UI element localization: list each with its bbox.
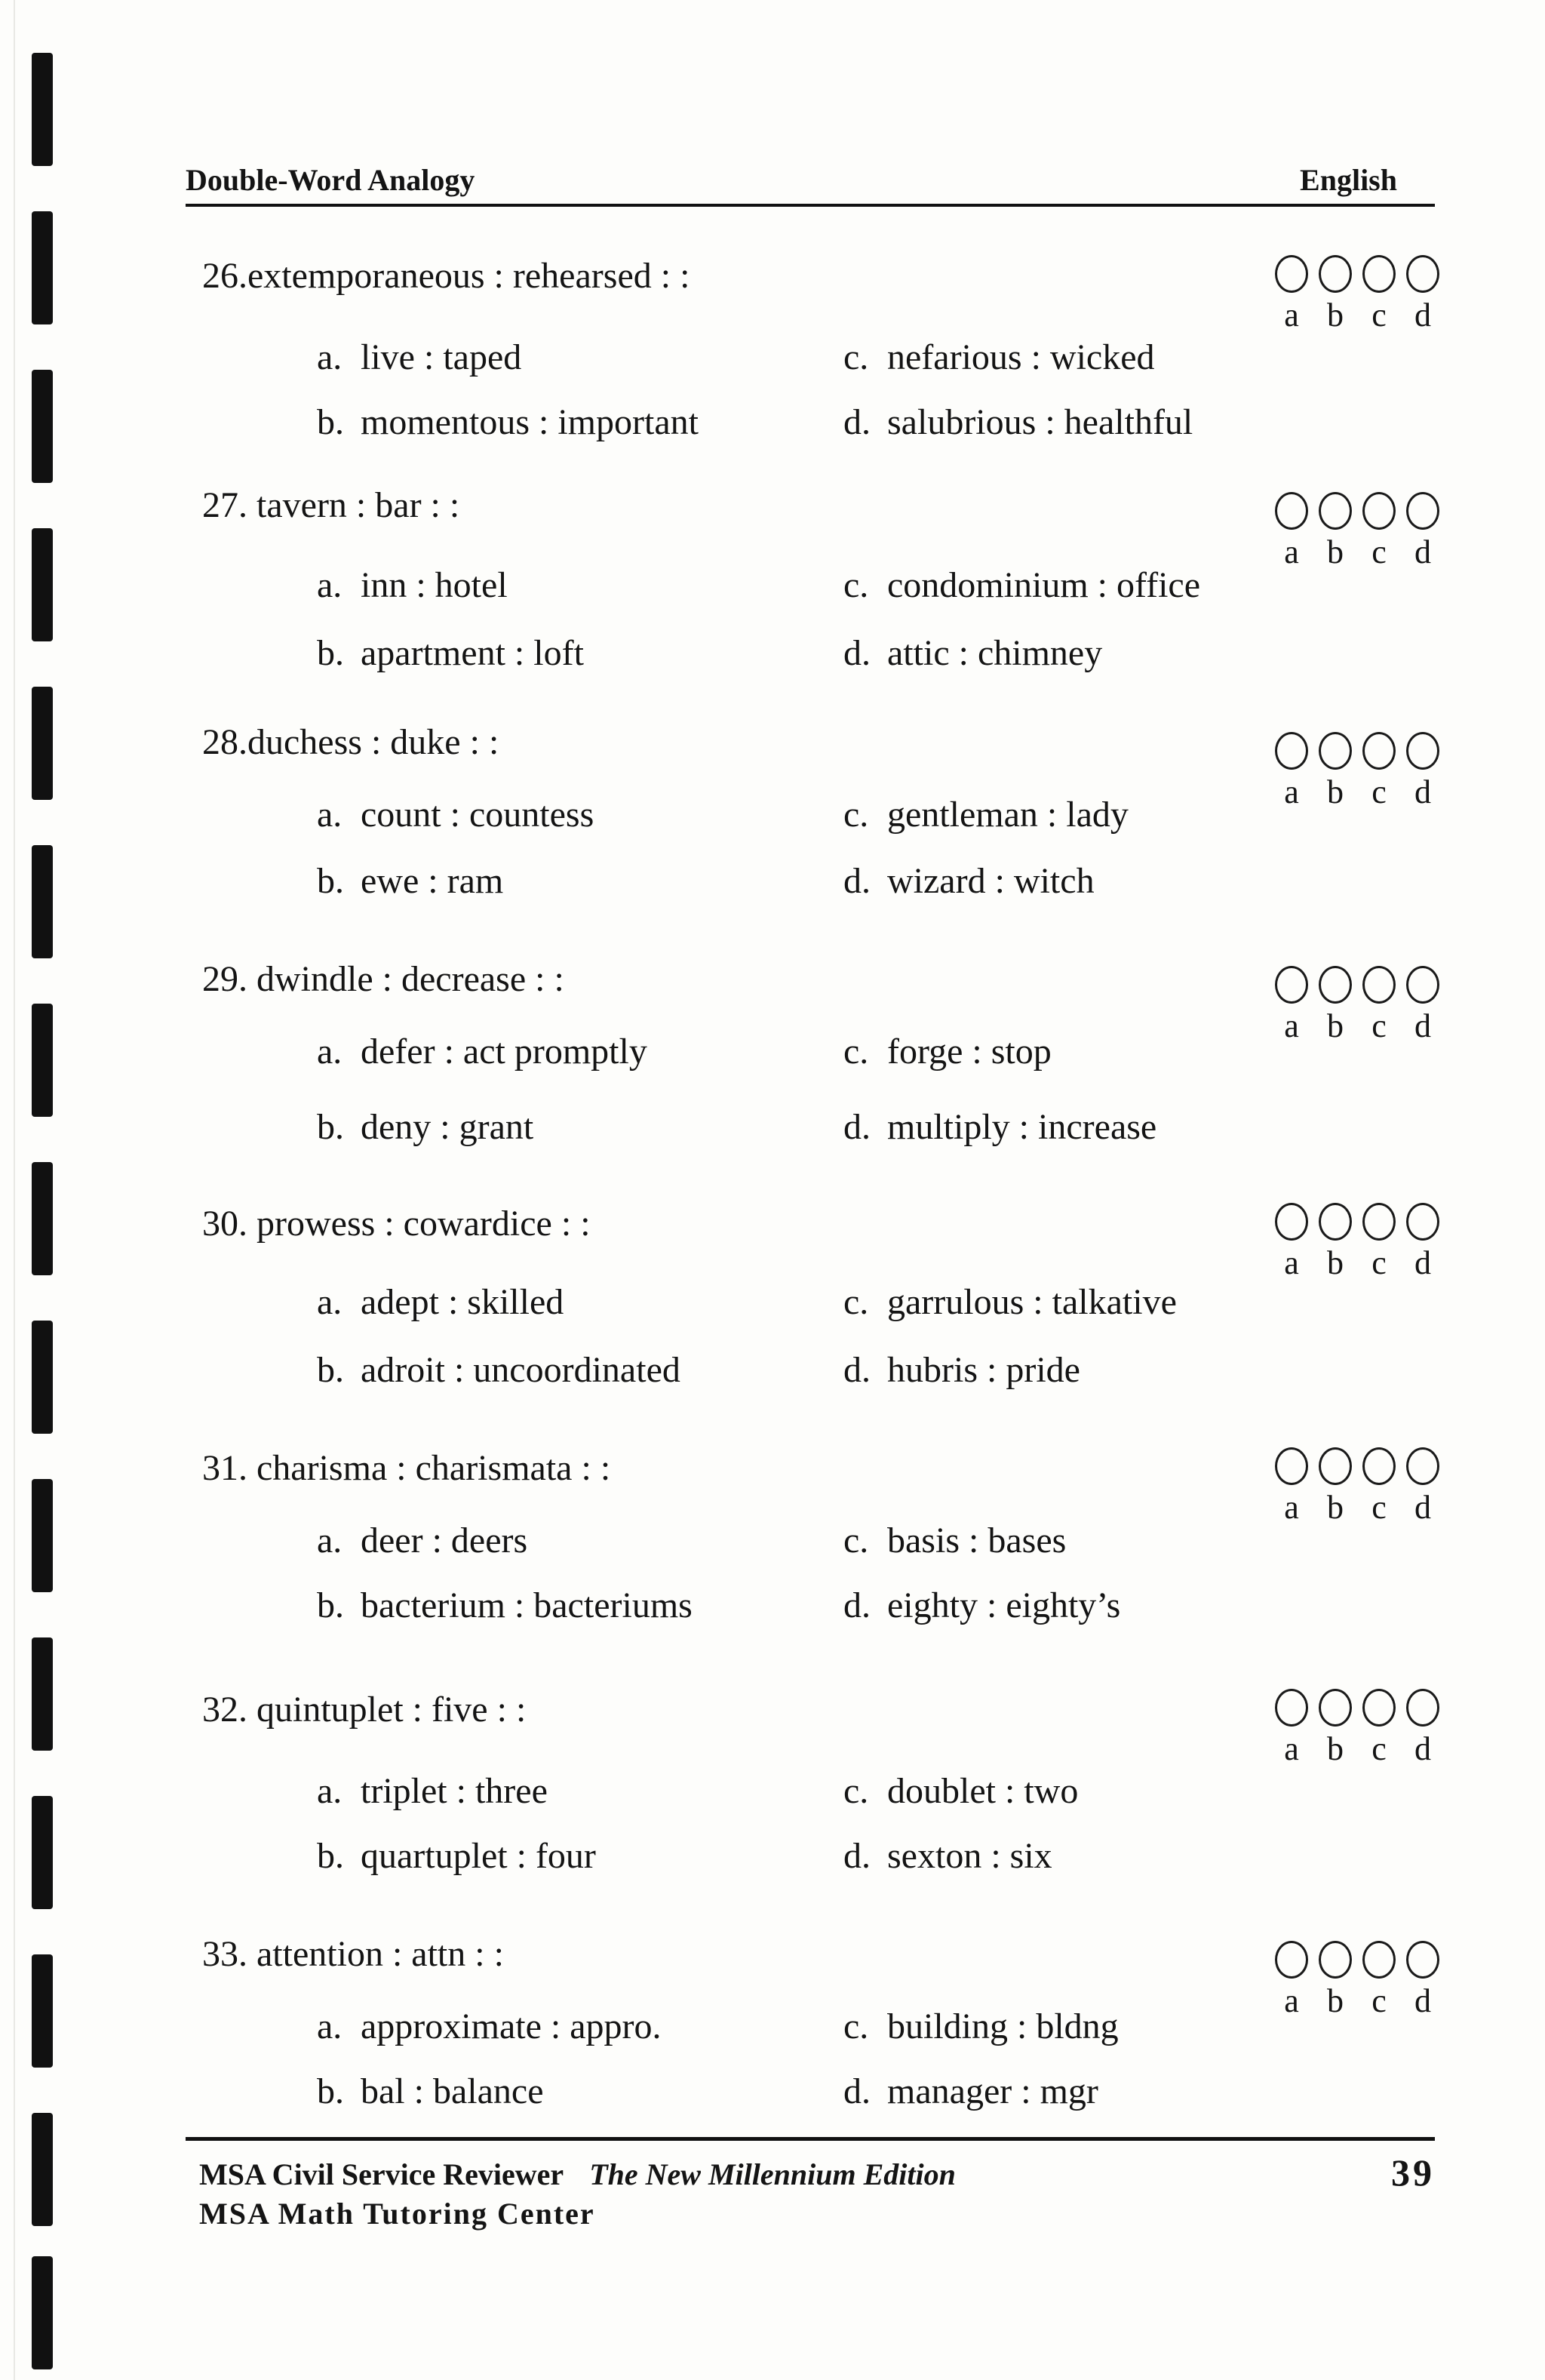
bubble-a[interactable]: [1275, 1941, 1308, 1979]
bubble-label-c: c: [1371, 773, 1387, 810]
question-stem: 30. prowess : cowardice : :: [202, 1204, 591, 1244]
bubble-label-d: d: [1414, 1244, 1431, 1281]
bubble-b[interactable]: [1319, 255, 1352, 293]
bubble-c[interactable]: [1362, 1689, 1396, 1727]
answer-bubbles: [1275, 966, 1441, 1056]
answer-bubbles: [1275, 1941, 1441, 2031]
option-d: d. wizard : witch: [843, 861, 1095, 901]
footer-reviewer-line: [199, 2157, 956, 2192]
bubble-d[interactable]: [1406, 966, 1439, 1004]
bubble-label-c: c: [1371, 534, 1387, 570]
option-c: c. basis : bases: [843, 1521, 1067, 1561]
option-a: a. triplet : three: [317, 1771, 548, 1811]
bubble-label-d: d: [1414, 534, 1431, 570]
answer-bubbles: [1275, 732, 1441, 823]
bubble-label-b: b: [1327, 1007, 1344, 1044]
question-30: [0, 1203, 1545, 1444]
question-stem: 32. quintuplet : five : :: [202, 1690, 527, 1730]
bubble-label-a: a: [1284, 1489, 1299, 1526]
edition-title: The New Millennium Edition: [589, 2157, 956, 2191]
option-c: c. garrulous : talkative: [843, 1282, 1177, 1322]
option-d: d. multiply : increase: [843, 1107, 1157, 1147]
question-stem: 33. attention : attn : :: [202, 1934, 504, 1974]
bubble-label-c: c: [1371, 1982, 1387, 2019]
bubble-c[interactable]: [1362, 1447, 1396, 1485]
answer-bubbles: [1275, 492, 1441, 583]
bubble-label-a: a: [1284, 773, 1299, 810]
bubble-label-c: c: [1371, 1007, 1387, 1044]
bubble-d[interactable]: [1406, 492, 1439, 530]
bubble-d[interactable]: [1406, 1203, 1439, 1241]
option-c: c. gentleman : lady: [843, 795, 1129, 835]
bubble-a[interactable]: [1275, 1203, 1308, 1241]
option-b: b. quartuplet : four: [317, 1836, 596, 1876]
option-a: a. deer : deers: [317, 1521, 528, 1561]
bubble-b[interactable]: [1319, 492, 1352, 530]
bubble-c[interactable]: [1362, 492, 1396, 530]
bubble-label-b: b: [1327, 1730, 1344, 1767]
bubble-d[interactable]: [1406, 1689, 1439, 1727]
answer-bubbles: [1275, 1689, 1441, 1779]
bubble-label-a: a: [1284, 534, 1299, 570]
bubble-a[interactable]: [1275, 492, 1308, 530]
option-a: a. adept : skilled: [317, 1282, 564, 1322]
bubble-d[interactable]: [1406, 255, 1439, 293]
bubble-c[interactable]: [1362, 1203, 1396, 1241]
bubble-label-b: b: [1327, 1982, 1344, 2019]
option-a: a. count : countess: [317, 795, 594, 835]
option-a: a. inn : hotel: [317, 565, 508, 605]
option-d: d. salubrious : healthful: [843, 402, 1193, 442]
option-b: b. bacterium : bacteriums: [317, 1585, 693, 1625]
option-b: b. apartment : loft: [317, 633, 584, 673]
bubble-a[interactable]: [1275, 966, 1308, 1004]
bubble-label-a: a: [1284, 1244, 1299, 1281]
bubble-a[interactable]: [1275, 732, 1308, 770]
option-d: d. manager : mgr: [843, 2071, 1098, 2111]
bubble-label-c: c: [1371, 1244, 1387, 1281]
answer-bubbles: [1275, 1203, 1441, 1293]
bubble-label-b: b: [1327, 1244, 1344, 1281]
bubble-label-a: a: [1284, 1730, 1299, 1767]
option-b: b. adroit : uncoordinated: [317, 1350, 680, 1390]
question-stem: 29. dwindle : decrease : :: [202, 959, 564, 999]
option-c: c. nefarious : wicked: [843, 337, 1155, 377]
answer-bubbles: [1275, 255, 1441, 346]
option-d: d. attic : chimney: [843, 633, 1103, 673]
question-stem: 27. tavern : bar : :: [202, 485, 460, 525]
question-29: [0, 958, 1545, 1200]
option-c: c. building : bldng: [843, 2006, 1119, 2046]
section-title: Double-Word Analogy: [186, 163, 475, 197]
binding-hole: [32, 2256, 53, 2369]
bubble-label-b: b: [1327, 773, 1344, 810]
bubble-label-b: b: [1327, 1489, 1344, 1526]
bubble-c[interactable]: [1362, 966, 1396, 1004]
bubble-a[interactable]: [1275, 1689, 1308, 1727]
question-28: [0, 721, 1545, 963]
bubble-c[interactable]: [1362, 1941, 1396, 1979]
question-stem: 31. charisma : charismata : :: [202, 1448, 611, 1488]
option-c: c. condominium : office: [843, 565, 1201, 605]
bubble-a[interactable]: [1275, 255, 1308, 293]
option-b: b. deny : grant: [317, 1107, 534, 1147]
bubble-label-b: b: [1327, 534, 1344, 570]
binding-hole: [32, 53, 53, 166]
option-c: c. forge : stop: [843, 1032, 1052, 1072]
bubble-label-a: a: [1284, 1007, 1299, 1044]
bubble-a[interactable]: [1275, 1447, 1308, 1485]
bubble-b[interactable]: [1319, 1203, 1352, 1241]
question-26: [0, 255, 1545, 497]
subject-label: English: [1300, 163, 1397, 197]
bubble-b[interactable]: [1319, 732, 1352, 770]
question-stem: 26.extemporaneous : rehearsed : :: [202, 256, 690, 296]
bubble-label-a: a: [1284, 1982, 1299, 2019]
bubble-c[interactable]: [1362, 732, 1396, 770]
option-b: b. momentous : important: [317, 402, 699, 442]
option-d: d. eighty : eighty’s: [843, 1585, 1121, 1625]
bubble-b[interactable]: [1319, 1689, 1352, 1727]
question-stem: 28.duchess : duke : :: [202, 722, 499, 762]
header-rule: [186, 204, 1435, 207]
bubble-label-d: d: [1414, 1489, 1431, 1526]
question-31: [0, 1447, 1545, 1689]
option-d: d. sexton : six: [843, 1836, 1052, 1876]
bubble-c[interactable]: [1362, 255, 1396, 293]
answer-bubbles: [1275, 1447, 1441, 1538]
bubble-label-c: c: [1371, 297, 1387, 334]
bubble-label-d: d: [1414, 1730, 1431, 1767]
bubble-label-d: d: [1414, 1007, 1431, 1044]
page-number: 39: [1391, 2151, 1435, 2194]
question-32: [0, 1689, 1545, 1930]
bubble-d[interactable]: [1406, 1941, 1439, 1979]
bubble-d[interactable]: [1406, 732, 1439, 770]
footer-center-name: MSA Math Tutoring Center: [199, 2197, 595, 2231]
bubble-d[interactable]: [1406, 1447, 1439, 1485]
bubble-b[interactable]: [1319, 966, 1352, 1004]
footer-rule: [186, 2137, 1435, 2141]
bubble-label-d: d: [1414, 773, 1431, 810]
page-header: [186, 158, 1435, 201]
bubble-label-a: a: [1284, 297, 1299, 334]
reviewer-title: MSA Civil Service Reviewer: [199, 2157, 564, 2191]
bubble-label-d: d: [1414, 1982, 1431, 2019]
question-27: [0, 484, 1545, 726]
bubble-label-d: d: [1414, 297, 1431, 334]
option-b: b. bal : balance: [317, 2071, 544, 2111]
option-d: d. hubris : pride: [843, 1350, 1080, 1390]
option-c: c. doublet : two: [843, 1771, 1079, 1811]
bubble-b[interactable]: [1319, 1941, 1352, 1979]
bubble-b[interactable]: [1319, 1447, 1352, 1485]
option-a: a. defer : act promptly: [317, 1032, 647, 1072]
option-a: a. approximate : appro.: [317, 2006, 662, 2046]
bubble-label-b: b: [1327, 297, 1344, 334]
option-a: a. live : taped: [317, 337, 522, 377]
bubble-label-c: c: [1371, 1489, 1387, 1526]
bubble-label-c: c: [1371, 1730, 1387, 1767]
option-b: b. ewe : ram: [317, 861, 504, 901]
